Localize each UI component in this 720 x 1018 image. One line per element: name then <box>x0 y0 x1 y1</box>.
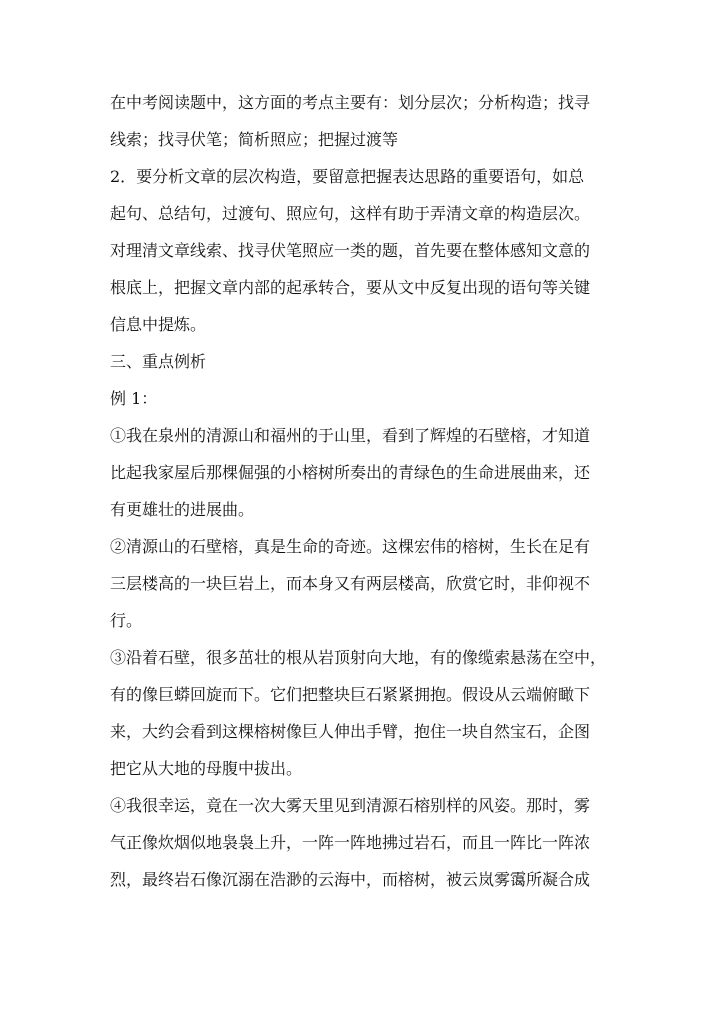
text-line: 烈，最终岩石像沉溺在浩渺的云海中，而榕树，被云岚雾霭所凝合成 <box>110 870 591 889</box>
text-line: ④我很幸运，竟在一次大雾天里见到清源石榕别样的风姿。那时，雾 <box>110 796 591 815</box>
section-heading: 三、重点例析 <box>110 352 207 371</box>
text-line: 有的像巨蟒回旋而下。它们把整块巨石紧紧拥抱。假设从云端俯瞰下 <box>110 685 591 704</box>
text-line: 对理清文章线索、找寻伏笔照应一类的题，首先要在整体感知文意的 <box>110 241 591 260</box>
text-line: 根底上，把握文章内部的起承转合，要从文中反复出现的语句等关键 <box>110 278 591 297</box>
example-label: 例 1： <box>110 389 158 408</box>
text-line: 三层楼高的一块巨岩上，而本身又有两层楼高，欣赏它时，非仰视不 <box>110 574 591 593</box>
text-line: 行。 <box>110 611 143 630</box>
text-line: ③沿着石壁，很多茁壮的根从岩顶射向大地，有的像缆索悬荡在空中， <box>110 648 607 667</box>
text-line: ①我在泉州的清源山和福州的于山里，看到了辉煌的石壁榕，才知道 <box>110 426 591 445</box>
text-line: 起句、总结句，过渡句、照应句，这样有助于弄清文章的构造层次。 <box>110 204 591 223</box>
text-line: 信息中提炼。 <box>110 315 207 334</box>
text-line: 2．要分析文章的层次构造，要留意把握表达思路的重要语句，如总 <box>110 167 585 186</box>
text-line: 气正像炊烟似地袅袅上升，一阵一阵地拂过岩石，而且一阵比一阵浓 <box>110 833 591 852</box>
text-line: ②清源山的石壁榕，真是生命的奇迹。这棵宏伟的榕树，生长在足有 <box>110 537 591 556</box>
text-line: 来，大约会看到这棵榕树像巨人伸出手臂，抱住一块自然宝石，企图 <box>110 722 591 741</box>
text-line: 比起我家屋后那棵倔强的小榕树所奏出的青绿色的生命进展曲来，还 <box>110 463 591 482</box>
text-line: 有更雄壮的进展曲。 <box>110 500 255 519</box>
document-body <box>110 84 620 898</box>
text-line: 线索；找寻伏笔；简析照应；把握过渡等 <box>110 130 399 149</box>
text-line: 在中考阅读题中，这方面的考点主要有：划分层次；分析构造；找寻 <box>110 93 591 112</box>
text-line: 把它从大地的母腹中拔出。 <box>110 759 303 778</box>
